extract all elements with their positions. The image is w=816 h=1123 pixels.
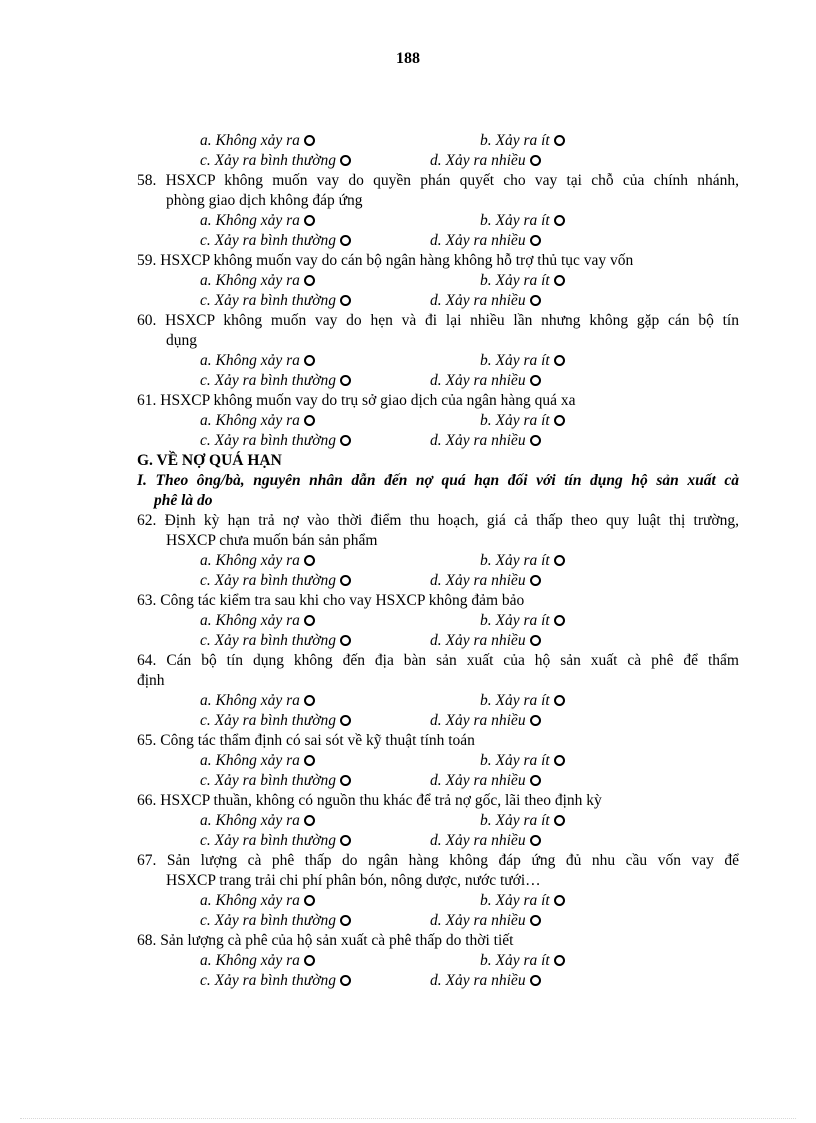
survey-content — [137, 131, 739, 991]
question-text: 68. Sản lượng cà phê của hộ sản xuất cà phê thấp do thời tiết — [137, 932, 514, 949]
option-c[interactable]: c. Xảy ra bình thường — [200, 151, 351, 171]
option-b[interactable]: b. Xảy ra ít — [480, 131, 565, 151]
radio-circle-icon[interactable] — [340, 715, 351, 726]
options-row-ab — [137, 891, 739, 911]
radio-circle-icon[interactable] — [554, 955, 565, 966]
radio-circle-icon[interactable] — [554, 695, 565, 706]
radio-circle-icon[interactable] — [340, 235, 351, 246]
option-a[interactable]: a. Không xảy ra — [200, 411, 315, 431]
question-text: 59. HSXCP không muốn vay do cán bộ ngân hàng không hỗ trợ thủ tục vay vốn — [137, 252, 634, 269]
radio-circle-icon[interactable] — [530, 775, 541, 786]
options-row-ab — [137, 411, 739, 431]
option-b[interactable]: b. Xảy ra ít — [480, 211, 565, 231]
option-a[interactable]: a. Không xảy ra — [200, 551, 315, 571]
radio-circle-icon[interactable] — [530, 635, 541, 646]
options-row-cd — [137, 971, 739, 991]
option-c[interactable]: c. Xảy ra bình thường — [200, 431, 351, 451]
radio-circle-icon[interactable] — [340, 635, 351, 646]
radio-circle-icon[interactable] — [304, 755, 315, 766]
option-d[interactable]: d. Xảy ra nhiều — [430, 571, 541, 591]
option-b[interactable]: b. Xảy ra ít — [480, 411, 565, 431]
options-row-cd — [137, 771, 739, 791]
option-a[interactable]: a. Không xảy ra — [200, 891, 315, 911]
option-a[interactable]: a. Không xảy ra — [200, 131, 315, 151]
option-d[interactable]: d. Xảy ra nhiều — [430, 431, 541, 451]
options-row-cd — [137, 151, 739, 171]
radio-circle-icon[interactable] — [340, 295, 351, 306]
radio-circle-icon[interactable] — [340, 435, 351, 446]
options-row-cd — [137, 711, 739, 731]
radio-circle-icon[interactable] — [554, 275, 565, 286]
option-d[interactable]: d. Xảy ra nhiều — [430, 911, 541, 931]
option-d[interactable]: d. Xảy ra nhiều — [430, 771, 541, 791]
radio-circle-icon[interactable] — [340, 835, 351, 846]
radio-circle-icon[interactable] — [304, 615, 315, 626]
section-heading: G. VỀ NỢ QUÁ HẠN — [137, 452, 282, 469]
option-a[interactable]: a. Không xảy ra — [200, 271, 315, 291]
options-row-cd — [137, 371, 739, 391]
radio-circle-icon[interactable] — [530, 375, 541, 386]
option-c[interactable]: c. Xảy ra bình thường — [200, 631, 351, 651]
question-text: 61. HSXCP không muốn vay do trụ sở giao dịch của ngân hàng quá xa — [137, 392, 576, 409]
options-row-cd — [137, 291, 739, 311]
option-d[interactable]: d. Xảy ra nhiều — [430, 711, 541, 731]
option-a[interactable]: a. Không xảy ra — [200, 691, 315, 711]
option-a[interactable]: a. Không xảy ra — [200, 611, 315, 631]
radio-circle-icon[interactable] — [530, 575, 541, 586]
option-c[interactable]: c. Xảy ra bình thường — [200, 371, 351, 391]
radio-circle-icon[interactable] — [340, 375, 351, 386]
option-b[interactable]: b. Xảy ra ít — [480, 891, 565, 911]
radio-circle-icon[interactable] — [340, 575, 351, 586]
option-a[interactable]: a. Không xảy ra — [200, 811, 315, 831]
options-row-cd — [137, 911, 739, 931]
option-d[interactable]: d. Xảy ra nhiều — [430, 291, 541, 311]
radio-circle-icon[interactable] — [554, 355, 565, 366]
options-row-ab — [137, 211, 739, 231]
radio-circle-icon[interactable] — [304, 555, 315, 566]
radio-circle-icon[interactable] — [530, 295, 541, 306]
radio-circle-icon[interactable] — [304, 815, 315, 826]
radio-circle-icon[interactable] — [530, 835, 541, 846]
option-b[interactable]: b. Xảy ra ít — [480, 691, 565, 711]
radio-circle-icon[interactable] — [530, 435, 541, 446]
subsection-heading-cont: phê là do — [154, 492, 213, 509]
radio-circle-icon[interactable] — [554, 555, 565, 566]
question-text: 63. Công tác kiểm tra sau khi cho vay HSXCP không đảm bảo — [137, 592, 525, 609]
option-d[interactable]: d. Xảy ra nhiều — [430, 971, 541, 991]
radio-circle-icon[interactable] — [530, 235, 541, 246]
option-a[interactable]: a. Không xảy ra — [200, 951, 315, 971]
question-text: 66. HSXCP thuần, không có nguồn thu khác để trả nợ gốc, lãi theo định kỳ — [137, 792, 602, 809]
option-d[interactable]: d. Xảy ra nhiều — [430, 831, 541, 851]
page-bottom-divider — [20, 1118, 796, 1119]
radio-circle-icon[interactable] — [530, 155, 541, 166]
options-row-ab — [137, 811, 739, 831]
option-c[interactable]: c. Xảy ra bình thường — [200, 971, 351, 991]
option-c[interactable]: c. Xảy ra bình thường — [200, 831, 351, 851]
option-c[interactable]: c. Xảy ra bình thường — [200, 771, 351, 791]
options-row-cd — [137, 431, 739, 451]
question-text: 60. HSXCP không muốn vay do hẹn và đi lại nhiều lần nhưng không gặp cán bộ tín — [137, 312, 739, 329]
question-text-cont: định — [137, 672, 165, 689]
question-text: 58. HSXCP không muốn vay do quyền phán quyết cho vay tại chỗ của chính nhánh, — [137, 172, 739, 189]
radio-circle-icon[interactable] — [554, 755, 565, 766]
radio-circle-icon[interactable] — [304, 135, 315, 146]
radio-circle-icon[interactable] — [340, 775, 351, 786]
radio-circle-icon[interactable] — [530, 715, 541, 726]
options-row-cd — [137, 831, 739, 851]
radio-circle-icon[interactable] — [340, 975, 351, 986]
radio-circle-icon[interactable] — [554, 415, 565, 426]
radio-circle-icon[interactable] — [340, 915, 351, 926]
question-text-cont: dụng — [166, 332, 197, 349]
radio-circle-icon[interactable] — [304, 215, 315, 226]
options-row-ab — [137, 131, 739, 151]
option-c[interactable]: c. Xảy ra bình thường — [200, 231, 351, 251]
radio-circle-icon[interactable] — [304, 955, 315, 966]
options-row-ab — [137, 611, 739, 631]
option-c[interactable]: c. Xảy ra bình thường — [200, 911, 351, 931]
question-text: 64. Cán bộ tín dụng không đến địa bàn sản xuất của hộ sản xuất cà phê để thẩm — [137, 652, 739, 669]
question-text-cont: HSXCP trang trải chi phí phân bón, nông dược, nước tưới… — [166, 872, 541, 889]
options-row-ab — [137, 271, 739, 291]
options-row-ab — [137, 551, 739, 571]
radio-circle-icon[interactable] — [304, 895, 315, 906]
option-b[interactable]: b. Xảy ra ít — [480, 271, 565, 291]
question-text-cont: phòng giao dịch không đáp ứng — [166, 192, 363, 209]
options-row-cd — [137, 571, 739, 591]
option-b[interactable]: b. Xảy ra ít — [480, 751, 565, 771]
options-row-ab — [137, 751, 739, 771]
option-b[interactable]: b. Xảy ra ít — [480, 951, 565, 971]
options-row-cd — [137, 631, 739, 651]
option-c[interactable]: c. Xảy ra bình thường — [200, 291, 351, 311]
option-b[interactable]: b. Xảy ra ít — [480, 611, 565, 631]
options-row-ab — [137, 951, 739, 971]
option-d[interactable]: d. Xảy ra nhiều — [430, 371, 541, 391]
options-row-cd — [137, 231, 739, 251]
option-a[interactable]: a. Không xảy ra — [200, 211, 315, 231]
radio-circle-icon[interactable] — [304, 415, 315, 426]
option-d[interactable]: d. Xảy ra nhiều — [430, 151, 541, 171]
options-row-ab — [137, 351, 739, 371]
option-a[interactable]: a. Không xảy ra — [200, 751, 315, 771]
question-text: 67. Sản lượng cà phê thấp do ngân hàng không đáp ứng đủ nhu cầu vốn vay để — [137, 852, 739, 869]
radio-circle-icon[interactable] — [340, 155, 351, 166]
radio-circle-icon[interactable] — [530, 915, 541, 926]
page-number: 188 — [396, 50, 420, 67]
option-d[interactable]: d. Xảy ra nhiều — [430, 631, 541, 651]
option-c[interactable]: c. Xảy ra bình thường — [200, 711, 351, 731]
option-b[interactable]: b. Xảy ra ít — [480, 811, 565, 831]
option-d[interactable]: d. Xảy ra nhiều — [430, 231, 541, 251]
option-a[interactable]: a. Không xảy ra — [200, 351, 315, 371]
radio-circle-icon[interactable] — [554, 615, 565, 626]
option-c[interactable]: c. Xảy ra bình thường — [200, 571, 351, 591]
option-b[interactable]: b. Xảy ra ít — [480, 551, 565, 571]
subsection-heading: I. Theo ông/bà, nguyên nhân dẫn đến nợ quá hạn đối với tín dụng hộ sản xuất cà — [137, 472, 739, 489]
radio-circle-icon[interactable] — [554, 215, 565, 226]
radio-circle-icon[interactable] — [304, 275, 315, 286]
question-text-cont: HSXCP chưa muốn bán sản phẩm — [166, 532, 378, 549]
question-text: 65. Công tác thẩm định có sai sót về kỹ thuật tính toán — [137, 732, 475, 749]
option-b[interactable]: b. Xảy ra ít — [480, 351, 565, 371]
radio-circle-icon[interactable] — [304, 695, 315, 706]
radio-circle-icon[interactable] — [554, 895, 565, 906]
question-text: 62. Định kỳ hạn trả nợ vào thời điểm thu hoạch, giá cả thấp theo quy luật thị trường, — [137, 512, 739, 529]
radio-circle-icon[interactable] — [554, 815, 565, 826]
radio-circle-icon[interactable] — [554, 135, 565, 146]
radio-circle-icon[interactable] — [530, 975, 541, 986]
options-row-ab — [137, 691, 739, 711]
radio-circle-icon[interactable] — [304, 355, 315, 366]
